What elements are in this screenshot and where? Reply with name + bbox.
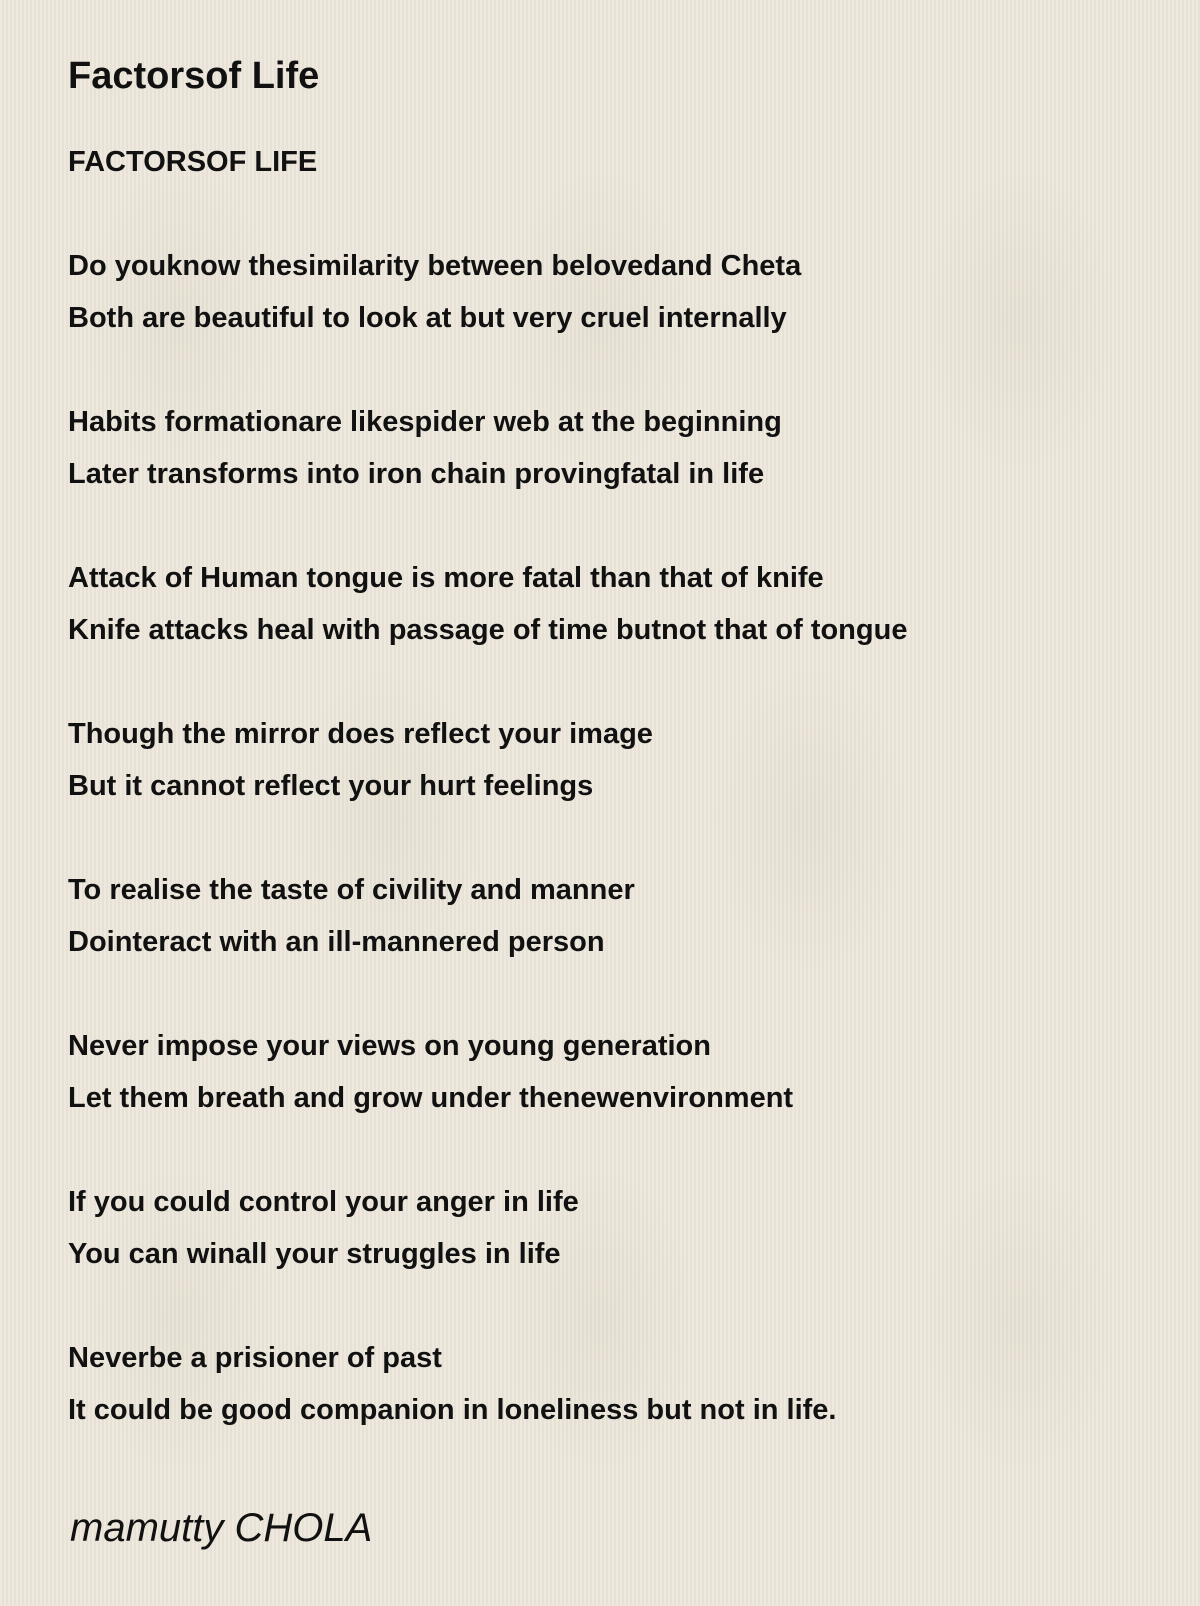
poem-line: Do youknow thesimilarity between belovedand Cheta bbox=[68, 250, 802, 282]
poem-line: Let them breath and grow under thenewenvironment bbox=[68, 1082, 794, 1114]
poem-line: Neverbe a prisioner of past bbox=[68, 1342, 442, 1374]
poem-author: mamutty CHOLA bbox=[70, 1506, 373, 1550]
stanza-4 bbox=[68, 708, 1148, 812]
stanza-5 bbox=[68, 864, 1148, 968]
poem-line: But it cannot reflect your hurt feelings bbox=[68, 770, 594, 802]
stanza-1 bbox=[68, 240, 1148, 344]
poem-line: Habits formationare likespider web at the beginning bbox=[68, 406, 782, 438]
stanza-7 bbox=[68, 1176, 1148, 1280]
stanza-6 bbox=[68, 1020, 1148, 1124]
poem-heading: FACTORSOF LIFE bbox=[68, 146, 318, 178]
poem-line: Attack of Human tongue is more fatal than that of knife bbox=[68, 562, 824, 594]
poem-line: Knife attacks heal with passage of time butnot that of tongue bbox=[68, 614, 908, 646]
poem-line: Never impose your views on young generation bbox=[68, 1030, 711, 1062]
poem-line: Though the mirror does reflect your image bbox=[68, 718, 653, 750]
poem-line: Later transforms into iron chain provingfatal in life bbox=[68, 458, 765, 490]
poem-line: Dointeract with an ill-mannered person bbox=[68, 926, 605, 958]
stanza-3 bbox=[68, 552, 1148, 656]
poem-line: If you could control your anger in life bbox=[68, 1186, 579, 1218]
poem-line: You can winall your struggles in life bbox=[68, 1238, 561, 1270]
poem-page bbox=[68, 50, 1148, 1436]
stanza-2 bbox=[68, 396, 1148, 500]
poem-line: To realise the taste of civility and manner bbox=[68, 874, 635, 906]
poem-line: Both are beautiful to look at but very cruel internally bbox=[68, 302, 787, 334]
stanza-8 bbox=[68, 1332, 1148, 1436]
poem-title: Factorsof Life bbox=[68, 55, 320, 97]
poem-line: It could be good companion in loneliness but not in life. bbox=[68, 1394, 837, 1426]
poem-body bbox=[68, 136, 1148, 1436]
